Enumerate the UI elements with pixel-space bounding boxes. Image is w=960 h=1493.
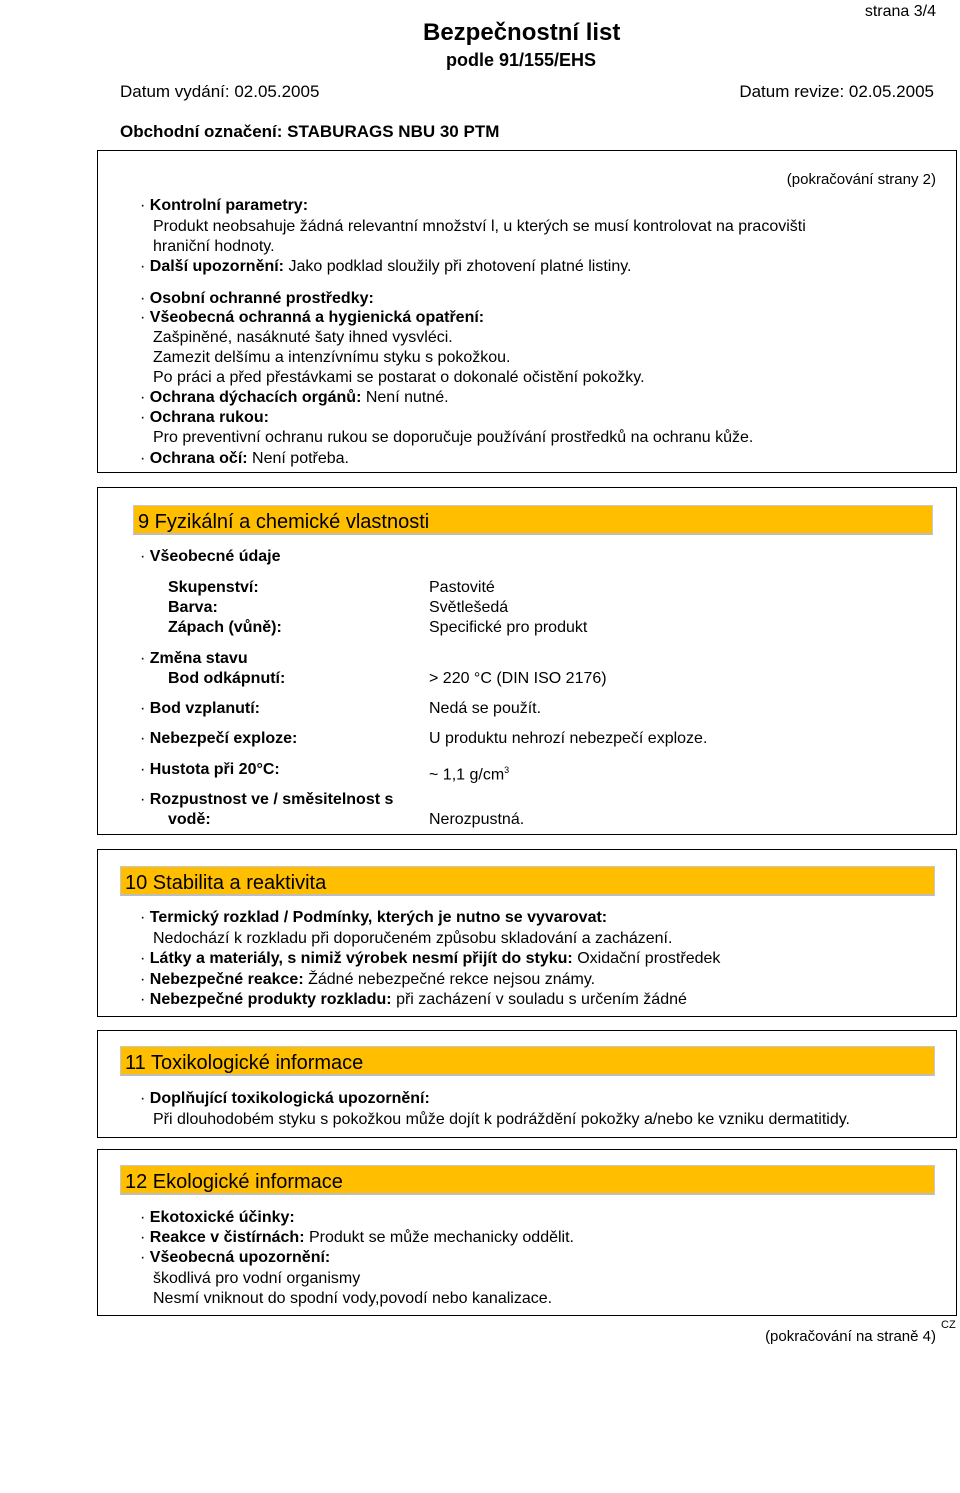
hygiene-line-1: Zašpiněné, nasáknuté šaty ihned vysvléci. [153, 329, 453, 346]
control-parameters-label: Kontrolní parametry: [149, 197, 309, 214]
section-10-heading: 10 Stabilita a reaktivita [125, 872, 327, 894]
continued-note: (pokračování na straně 4) [765, 1328, 936, 1345]
toxicology-text: Při dlouhodobém styku s pokožkou může dojít k podráždění pokožky a/nebo ke vzniku dermatitidy. [153, 1111, 850, 1128]
decomposition-products: · Nebezpečné produkty rozkladu: při zacházení v souladu s určením žádné [140, 991, 687, 1008]
dangerous-reactions: · Nebezpečné reakce: Žádné nebezpečné rekce nejsou známy. [140, 971, 596, 988]
explosion-value: U produktu nehrozí nebezpečí exploze. [429, 730, 708, 747]
color-label: Barva: [168, 599, 218, 616]
general-note-1: škodlivá pro vodní organismy [153, 1270, 361, 1287]
section-8-box [97, 150, 957, 473]
control-text-1: Produkt neobsahuje žádná relevantní množství l, u kterých se musí kontrolovat na pracovišti [153, 218, 806, 235]
form-label: Skupenství: [168, 579, 259, 596]
ecotoxic-effects: · Ekotoxické účinky: [140, 1209, 295, 1226]
odor-label: Zápach (vůně): [168, 619, 282, 636]
hand-protection-heading: · Ochrana rukou: [140, 409, 269, 426]
solubility-value: Nerozpustná. [429, 811, 525, 828]
general-notes: · Všeobecná upozornění: [140, 1249, 331, 1266]
density-label: · Hustota při 20°C: [140, 761, 280, 778]
drop-point-value: > 220 °C (DIN ISO 2176) [429, 670, 607, 687]
control-parameters: · Kontrolní parametry: [140, 197, 309, 214]
ppe-heading: · Osobní ochranné prostředky: [140, 290, 374, 307]
thermal-text: Nedochází k rozkladu při doporučeném způsobu skladování a zacházení. [153, 930, 673, 947]
control-text-2: hraniční hodnoty. [153, 238, 275, 255]
wwtp-reactions: · Reakce v čistírnách: Produkt se může mechanicky oddělit. [140, 1229, 574, 1246]
hygiene-line-2: Zamezit delšímu a intenzívnímu styku s pokožkou. [153, 349, 511, 366]
general-info: · Všeobecné údaje [140, 548, 281, 565]
revision-date: Datum revize: 02.05.2005 [739, 82, 934, 101]
section-10-heading-bar [120, 866, 935, 896]
general-note-2: Nesmí vniknout do spodní vody,povodí nebo kanalizace. [153, 1290, 553, 1307]
solubility-label: · Rozpustnost ve / směsitelnost s [140, 791, 394, 808]
flash-point-label: · Bod vzplanutí: [140, 700, 260, 717]
language-code: CZ [941, 1319, 956, 1331]
section-9-heading: 9 Fyzikální a chemické vlastnosti [138, 511, 430, 533]
drop-point-label: Bod odkápnutí: [168, 670, 286, 687]
section-9-box [97, 487, 957, 835]
incompatible-materials: · Látky a materiály, s nimiž výrobek nesmí přijít do styku: Oxidační prostředek [140, 950, 721, 967]
color-value: Světlešedá [429, 599, 509, 616]
thermal-decomposition: · Termický rozklad / Podmínky, kterých je nutno se vyvarovat: [140, 909, 608, 926]
section-12-box [97, 1149, 957, 1316]
explosion-label: · Nebezpečí exploze: [140, 730, 298, 747]
section-11-heading: 11 Toxikologické informace [125, 1052, 364, 1074]
issue-date: Datum vydání: 02.05.2005 [120, 82, 320, 101]
hygiene-heading: · Všeobecná ochranná a hygienická opatření: [140, 309, 485, 326]
trade-name: Obchodní označení: STABURAGS NBU 30 PTM [120, 122, 500, 141]
state-change: · Změna stavu [140, 650, 248, 667]
page-number: strana 3/4 [864, 3, 936, 20]
flash-point-value: Nedá se použít. [429, 700, 542, 717]
eye-protection: · Ochrana očí: Není potřeba. [140, 450, 349, 467]
continuation-note: (pokračování strany 2) [786, 171, 936, 188]
odor-value: Specifické pro produkt [429, 619, 588, 636]
section-12-heading: 12 Ekologické informace [125, 1171, 343, 1193]
more-notes: · Další upozornění: Jako podklad sloužily při zhotovení platné listiny. [140, 258, 632, 275]
hand-protection-text: Pro preventivní ochranu rukou se doporučuje používání prostředků na ochranu kůže. [153, 429, 754, 446]
document-title: Bezpečnostní list [423, 19, 621, 46]
section-10-box [97, 849, 957, 1017]
section-12-heading-bar [120, 1165, 935, 1195]
section-11-heading-bar [120, 1046, 935, 1076]
section-11-box [97, 1030, 957, 1138]
form-value: Pastovité [429, 579, 495, 596]
section-9-heading-bar [133, 505, 933, 535]
toxicology-notes: · Doplňující toxikologická upozornění: [140, 1090, 430, 1107]
solubility-label-water: vodě: [168, 811, 211, 828]
respiratory-protection: · Ochrana dýchacích orgánů: Není nutné. [140, 389, 449, 406]
document-subtitle: podle 91/155/EHS [446, 50, 597, 70]
density-value: ~ 1,1 $g/cm^3$ [429, 765, 510, 784]
hygiene-line-3: Po práci a před přestávkami se postarat o dokonalé očistění pokožky. [153, 369, 645, 386]
